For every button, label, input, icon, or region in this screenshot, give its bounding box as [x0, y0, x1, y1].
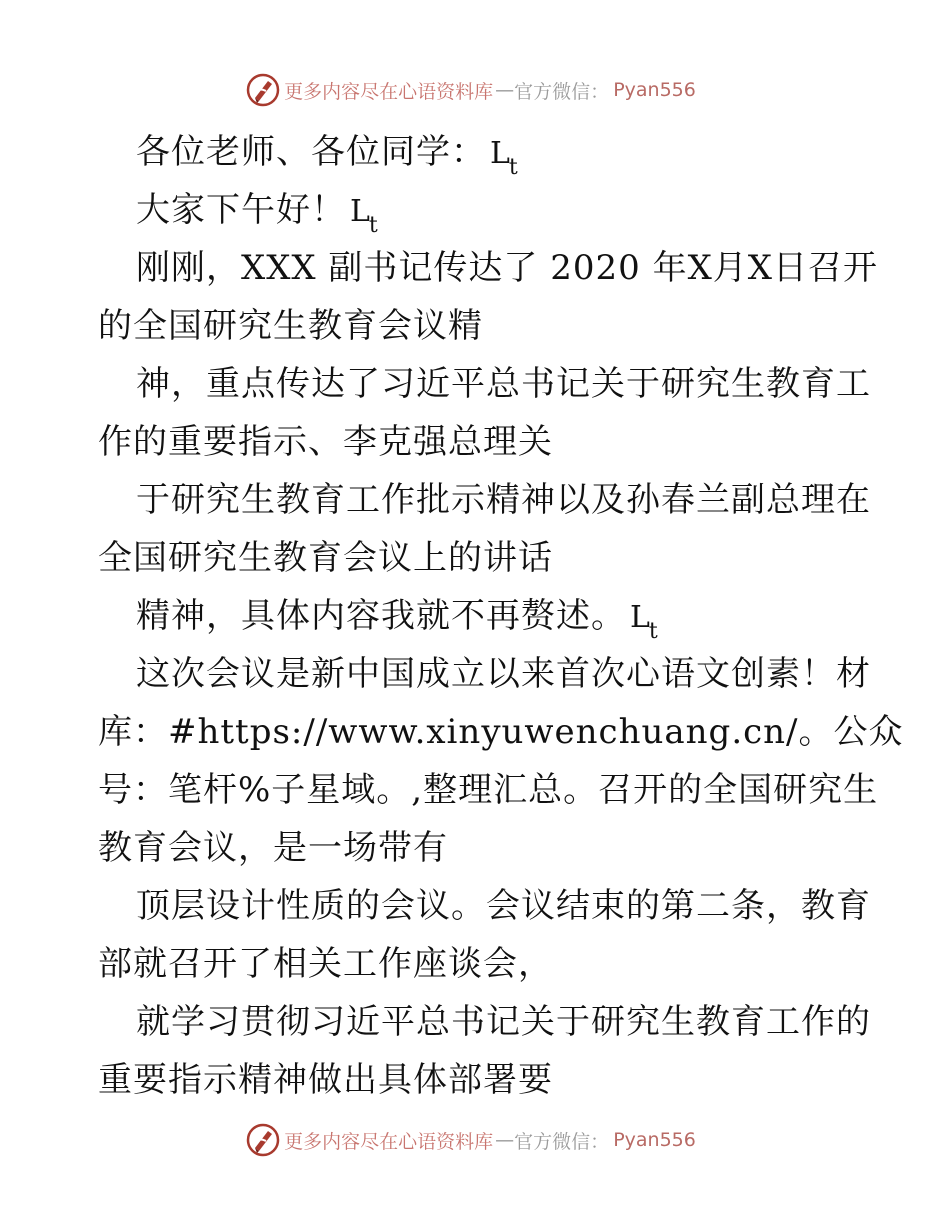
watermark-footer — [0, 1120, 950, 1160]
wechat-id: Pyan556 — [613, 79, 696, 101]
text-line — [98, 471, 871, 529]
paragraph-mark-icon: $L_t$ — [630, 600, 659, 644]
text-line-content: 各位老师、各位同学： — [136, 132, 486, 172]
text-line — [98, 819, 858, 877]
text-line — [98, 297, 858, 355]
text-line-content: 神，重点传达了习近平总书记关于研究生教育工 — [136, 364, 871, 404]
watermark-separator: — — [495, 1129, 515, 1151]
text-line-content: 的全国研究生教育会议精 — [98, 306, 483, 346]
document-body — [98, 123, 904, 1109]
text-line-content: 教育会议，是一场带有 — [98, 828, 448, 868]
text-line — [98, 181, 858, 239]
text-line — [98, 1051, 858, 1109]
text-line — [98, 761, 879, 819]
text-line-content: 精神，具体内容我就不再赘述。 — [136, 596, 626, 636]
text-line — [98, 935, 858, 993]
text-line — [98, 877, 871, 935]
text-line-content: 这次会议是新中国成立以来首次心语文创素！材 — [136, 654, 871, 694]
text-line — [98, 587, 858, 645]
text-line-content: 大家下午好！ — [136, 190, 346, 230]
text-line-content: 全国研究生教育会议上的讲话 — [98, 538, 553, 578]
text-line — [98, 239, 878, 297]
text-line — [98, 993, 871, 1051]
paragraph-mark-icon: $L_t$ — [350, 194, 379, 238]
wechat-label: 官方微信： — [514, 1130, 610, 1153]
text-line — [98, 703, 904, 761]
text-line-content: 部就召开了相关工作座谈会， — [98, 944, 553, 984]
wechat-id: Pyan556 — [613, 1129, 696, 1151]
text-line — [98, 413, 858, 471]
text-line-content: 重要指示精神做出具体部署要 — [98, 1060, 553, 1100]
pen-logo-icon — [246, 73, 280, 107]
watermark-separator: — — [495, 79, 515, 101]
watermark-header — [0, 70, 950, 110]
text-line-content: 于研究生教育工作批示精神以及孙春兰副总理在 — [136, 480, 871, 520]
watermark-text: 更多内容尽在心语资料库 — [284, 1130, 494, 1153]
text-line-content: 作的重要指示、李克强总理关 — [98, 422, 553, 462]
text-line — [98, 123, 858, 181]
watermark-text: 更多内容尽在心语资料库 — [284, 80, 494, 103]
pen-logo-icon — [246, 1123, 280, 1157]
text-line-content: 就学习贯彻习近平总书记关于研究生教育工作的 — [136, 1002, 871, 1042]
text-line-content: 号：笔杆%子星域。,整理汇总。召开的全国研究生 — [98, 770, 879, 810]
text-line — [98, 355, 871, 413]
text-line-content: 库：#https://www.xinyuwenchuang.cn/。公众 — [98, 712, 904, 752]
text-line — [98, 645, 871, 703]
wechat-label: 官方微信： — [514, 80, 610, 103]
text-line-content: 顶层设计性质的会议。会议结束的第二条，教育 — [136, 886, 871, 926]
text-line — [98, 529, 858, 587]
text-line-content: 刚刚，XXX 副书记传达了 2020 年X月X日召开 — [136, 248, 878, 288]
paragraph-mark-icon: $L_t$ — [490, 136, 519, 180]
